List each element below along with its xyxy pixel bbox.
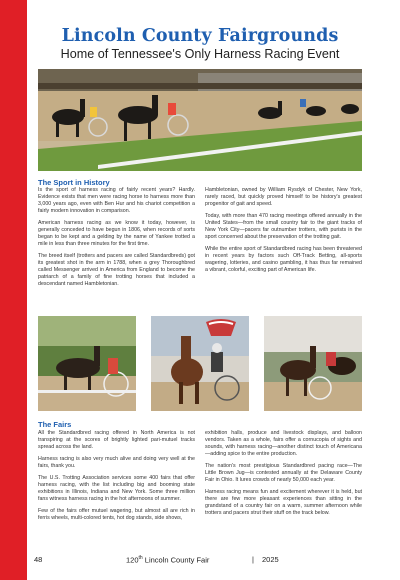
page-subtitle: Home of Tennessee's Only Harness Racing Event xyxy=(60,47,340,61)
paragraph: While the entire sport of Standardbred racing has been threatened in recent years by factors such Off-Track Betting, all-sports wagering, lotteries, and casino gambling, it has thus far remained a vibrant, colorful, exciting part of American life. xyxy=(205,246,362,273)
race-photo-2 xyxy=(151,316,249,411)
paragraph: Harness racing means fun and excitement wherever it is held, but there are few more pleasant experiences than sitting in the grandstand of a country fair on a warm, summer afternoon while trotters and pacers strut their stuff on the track below. xyxy=(205,489,362,516)
footer-year: 2025 xyxy=(262,555,279,564)
red-margin-bar xyxy=(0,0,27,580)
paragraph: Harness racing is also very much alive and doing very well at the fairs, thank you. xyxy=(38,456,195,469)
fair-number: 120 xyxy=(126,555,139,565)
paragraph: Is the sport of harness racing of fairly recent years? Hardly. Evidence exists that men were racing horse to harness more than 3,000 years ago, even with Ben Hur and his chariot competition a fairly modern innovation in comparison. xyxy=(38,187,195,214)
section-heading-history: The Sport in History xyxy=(38,178,110,187)
page-content xyxy=(34,0,362,580)
footer-separator: | xyxy=(252,555,254,564)
fair-number-suffix: th xyxy=(138,555,143,561)
paragraph: Few of the fairs offer mutuel wagering, but almost all are rich in ferris wheels, multi-colored tents, hot dog stands, side shows, xyxy=(38,508,195,521)
history-column-right xyxy=(205,187,362,279)
paragraph: The nation's most prestigious Standardbred pacing race—The Little Brown Jug—is contested annually at the Delaware County Fair in Ohio. It lures crowds of nearly 50,000 each year. xyxy=(205,463,362,483)
fairs-column-left xyxy=(38,430,195,527)
harness-race-photo xyxy=(38,69,362,171)
footer-fair-title xyxy=(126,555,209,565)
fair-name: Lincoln County Fair xyxy=(142,555,210,565)
history-column-left xyxy=(38,187,195,293)
paragraph: American harness racing as we know it today, however, is generally conceded to have begun in 1806, when records of sorts began to be kept and a gelding by the name of Yankee trotted a mile in less than three minutes for the first time. xyxy=(38,220,195,247)
paragraph: The breed itself (trotters and pacers are called Standardbreds) got its greatest shot in the arm in 1788, when a grey Thoroughbred called Messenger arrived in America from England to become the patriarch of a family of fine trotting horses that included a descendant named Hambletonian. xyxy=(38,253,195,287)
page-title: Lincoln County Fairgrounds xyxy=(61,26,339,46)
race-photo-1 xyxy=(38,316,136,411)
paragraph: exhibition halls, produce and livestock displays, and balloon vendors. Taken as a whole, fairs offer a cornucopia of sights and sounds, with harness racing—another distinct touch of Americana—adding spice to the entire production. xyxy=(205,430,362,457)
paragraph: Today, with more than 470 racing meetings offered annually in the United States—from the small country fair to the giant tracks of New York City—pacers far outnumber trotters, with purists in the sport concerned about the preservation of the trotting gait. xyxy=(205,213,362,240)
fairs-column-right xyxy=(205,430,362,522)
race-photo-3 xyxy=(264,316,362,411)
paragraph: Hambletonian, owned by William Rysdyk of Chester, New York, rarely raced, but quickly proved himself to be history's greatest progenitor of gait and speed. xyxy=(205,187,362,207)
section-heading-fairs: The Fairs xyxy=(38,420,72,429)
paragraph: All the Standardbred racing offered in North America is not transpiring at the scores of brightly lighted pari-mutuel tracks spread across the land. xyxy=(38,430,195,450)
page-number: 48 xyxy=(34,555,43,564)
paragraph: The U.S. Trotting Association services some 400 fairs that offer harness racing, with the list including big and booming state exhibitions in Illinois, Indiana and New York. Some three million fans witness harness racing in the hot afternoons of summer. xyxy=(38,475,195,502)
